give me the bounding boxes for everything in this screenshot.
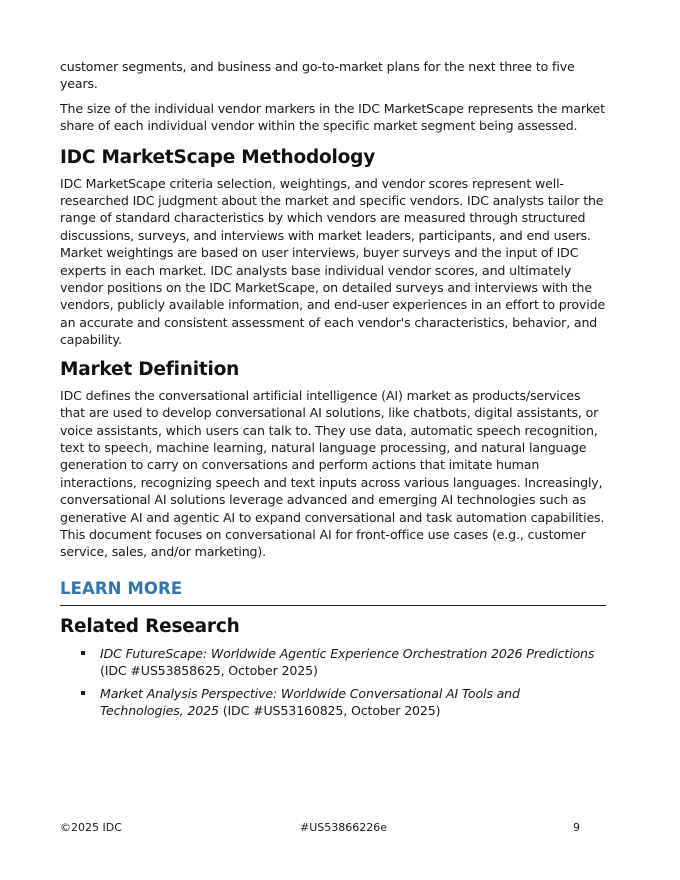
research-reference: (IDC #US53858625, October 2025) (100, 663, 318, 679)
learn-more-heading: LEARN MORE (60, 578, 183, 598)
research-title: IDC FutureScape: Worldwide Agentic Experience Orchestration 2026 Predictions (100, 645, 595, 661)
footer-document-id: #US53866226e (300, 821, 388, 834)
intro-paragraph-vendor-markers: The size of the individual vendor markers in the IDC MarketScape represents the market share of each individual vendor within the specific market segment being assessed. (60, 100, 605, 134)
footer-copyright: ©2025 IDC (60, 821, 122, 834)
intro-paragraph-continued: customer segments, and business and go-to-market plans for the next three to five years. (60, 59, 575, 92)
section-divider (60, 605, 606, 606)
related-research-list (60, 645, 606, 720)
footer-page-number: 9 (573, 821, 580, 834)
market-definition-heading: Market Definition (60, 358, 240, 380)
methodology-paragraph: IDC MarketScape criteria selection, weightings, and vendor scores represent well-researched IDC judgment about the market and specific vendors. IDC analysts tailor the range of standard characteristics by which vendors are measured through structured discussions, surveys, and interviews with market leaders, participants, and end users. Market weightings are based on user interviews, buyer surveys and the input of IDC experts in each market. IDC analysts base individual vendor scores, and ultimately vendor positions on the IDC MarketScape, on detailed surveys and interviews with the vendors, publicly available information, and end-user experiences in an effort to provide an accurate and consistent assessment of each vendor's characteristics, behavior, and capability. (60, 175, 606, 348)
related-research-item (100, 645, 606, 680)
bullet-icon (81, 691, 85, 695)
research-reference: (IDC #US53160825, October 2025) (218, 702, 441, 718)
related-research-item (100, 685, 606, 720)
bullet-icon (81, 651, 85, 655)
methodology-heading: IDC MarketScape Methodology (60, 146, 376, 168)
related-research-heading: Related Research (60, 615, 240, 637)
research-title: Market Analysis Perspective: Worldwide Conversational AI Tools and Technologies, 2025 (100, 685, 520, 718)
market-definition-paragraph: IDC defines the conversational artificial intelligence (AI) market as products/services that are used to develop conversational AI solutions, like chatbots, digital assistants, or voice assistants, which users can talk to. They use data, automatic speech recognition, text to speech, machine learning, natural language processing, and natural language generation to carry on conversations and perform actions that imitate human interactions, recognizing speech and text inputs across various languages. Increasingly, conversational AI solutions leverage advanced and emerging AI technologies such as generative AI and agentic AI to expand conversational and task automation capabilities. This document focuses on conversational AI for front-office use cases (e.g., customer service, sales, and/or marketing). (60, 387, 605, 560)
page-footer (60, 821, 580, 837)
document-page (60, 58, 606, 724)
